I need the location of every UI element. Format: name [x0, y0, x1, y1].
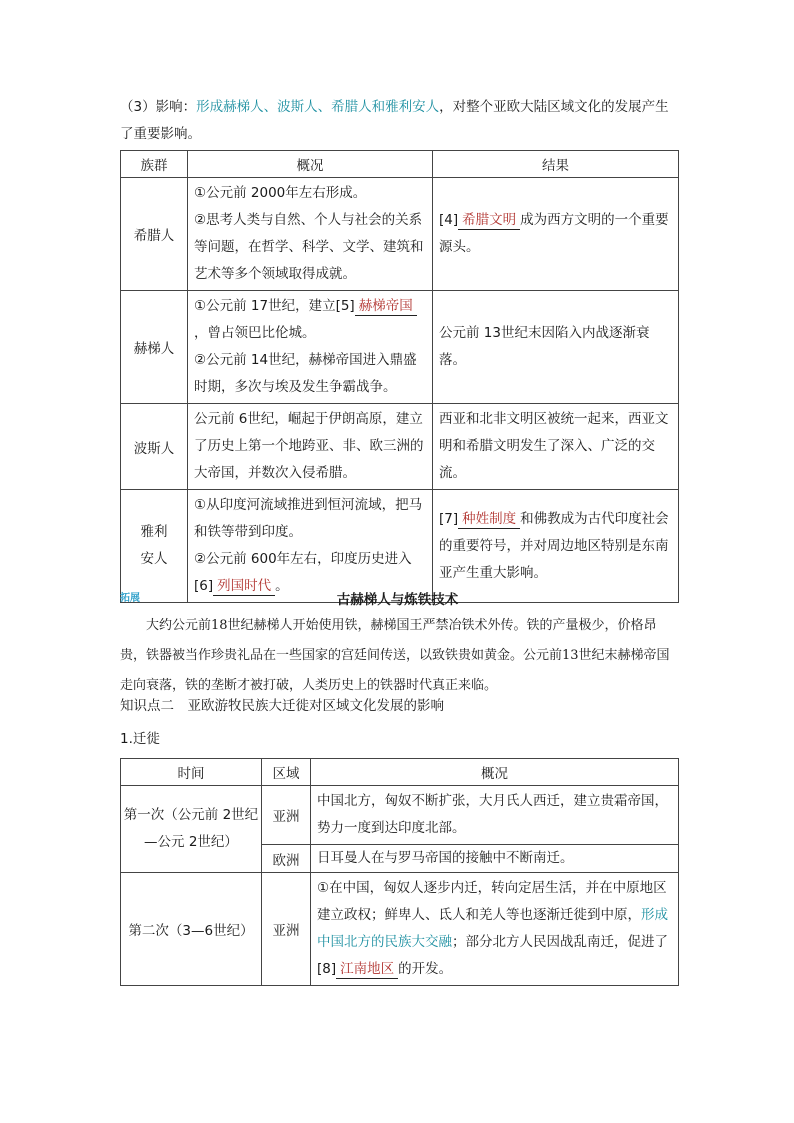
table-row-greek — [121, 178, 679, 291]
hittite-line-1-post: ，曾占领巴比伦城。 — [194, 325, 316, 341]
second-text-pre: ①在中国，匈奴人逐步内迁，转向定居生活，并在中原地区建立政权；鲜卑人、氐人和羌人等也逐渐迁徙到中原， — [317, 880, 667, 923]
group-name-hittite: 赫梯人 — [121, 291, 188, 404]
greek-result-text: 成为西方文明的一个重要源头。 — [439, 212, 669, 255]
knowledge-point-heading: 知识点二 亚欧游牧民族大迁徙对区域文化发展的影响 — [120, 698, 444, 714]
second-region: 亚洲 — [262, 873, 311, 986]
second-text-mid: ；部分北方人民因战乱南迁，促进了[8] — [317, 934, 668, 977]
persian-summary: 公元前 6世纪，崛起于伊朗高原，建立了历史上第一个地跨亚、非、欧三洲的大帝国，并数次入侵希腊。 — [194, 411, 424, 481]
group-name-persian: 波斯人 — [121, 404, 188, 490]
aryan-result-index: [7] — [439, 510, 459, 527]
first-asia-text: 中国北方，匈奴不断扩张，大月氏人西迁，建立贵霜帝国，势力一度到达印度北部。 — [317, 793, 668, 836]
aryan-line-1: ①从印度河流域推进到恒河流域，把马和铁等带到印度。 — [194, 497, 423, 540]
table-header-row — [121, 151, 679, 178]
influence-lead: （3）影响： — [120, 99, 197, 115]
extension-body: 大约公元前18世纪赫梯人开始使用铁，赫梯国王严禁冶铁术外传。铁的产量极少，价格昂贵，铁器被当作珍贵礼品在一些国家的宫廷间传送，以致铁贵如黄金。公元前13世纪末赫梯帝国走向衰落，铁的垄断才被打破，人类历史上的铁器时代真正来临。 — [120, 618, 670, 693]
extension-title: 古赫梯人与炼铁技术 — [336, 592, 459, 608]
migration-table — [120, 758, 679, 986]
aryan-line-2-pre: ②公元前 600年左右，印度历史进入[6] — [194, 551, 412, 594]
header-overview: 概况 — [188, 151, 433, 178]
table-row-aryan — [121, 490, 679, 603]
second-text-highlight: 形成中国北方的民族大交融 — [317, 907, 668, 950]
greek-line-2: ②思考人类与自然、个人与社会的关系等问题，在哲学、科学、文学、建筑和艺术等多个领域取得成就。 — [194, 212, 424, 282]
influence-tail: ，对整个亚欧大陆区域文化的发展产生了重要影响。 — [120, 99, 669, 142]
second-migration-time: 第二次（3—6世纪） — [121, 873, 262, 986]
answer-blank-8: 江南地区 — [336, 960, 398, 979]
hittite-result: 公元前 13世纪末因陷入内战逐渐衰落。 — [439, 325, 650, 368]
header-time: 时间 — [121, 759, 262, 786]
aryan-result-text: 和佛教成为古代印度社会的重要符号，并对周边地区特别是东南亚产生重大影响。 — [439, 510, 669, 581]
second-text-post: 的开发。 — [398, 961, 453, 977]
first-europe-region: 欧洲 — [262, 845, 311, 873]
table-row-persian — [121, 404, 679, 490]
header-group: 族群 — [121, 151, 188, 178]
greek-line-1: ①公元前 2000年左右形成。 — [194, 185, 367, 201]
ethnic-groups-table — [120, 150, 679, 603]
header-result: 结果 — [433, 151, 679, 178]
hittite-line-2: ②公元前 14世纪，赫梯帝国进入鼎盛时期，多次与埃及发生争霸战争。 — [194, 352, 417, 395]
greek-result-index: [4] — [439, 212, 459, 228]
answer-blank-4: 希腊文明 — [458, 211, 520, 230]
first-asia-region: 亚洲 — [262, 786, 311, 845]
answer-blank-7: 种姓制度 — [458, 510, 520, 529]
first-migration-time: 第一次（公元前 2世纪—公元 2世纪） — [123, 807, 259, 850]
group-name-greek: 希腊人 — [121, 178, 188, 291]
extension-tag: 拓展 — [120, 593, 140, 604]
table-row-hittite — [121, 291, 679, 404]
table-row-second — [121, 873, 679, 986]
influence-paragraph — [120, 94, 680, 148]
section-heading-migration: 1.迁徙 — [120, 731, 160, 747]
header-overview: 概况 — [311, 759, 679, 786]
persian-result: 西亚和北非文明区被统一起来，西亚文明和希腊文明发生了深入、广泛的交流。 — [439, 411, 669, 481]
influence-highlight: 形成赫梯人、波斯人、希腊人和雅利安人 — [196, 99, 440, 115]
answer-blank-5: 赫梯帝国 — [355, 297, 417, 316]
group-name-aryan: 雅利安人 — [140, 524, 168, 567]
first-europe-text: 日耳曼人在与罗马帝国的接触中不断南迁。 — [317, 850, 574, 866]
hittite-line-1-pre: ①公元前 17世纪，建立[5] — [194, 298, 355, 314]
answer-blank-6: 列国时代 — [213, 577, 275, 596]
table-row-first-asia — [121, 786, 679, 845]
aryan-line-2-post: 。 — [275, 578, 289, 594]
header-region: 区域 — [262, 759, 311, 786]
table-header-row — [121, 759, 679, 786]
